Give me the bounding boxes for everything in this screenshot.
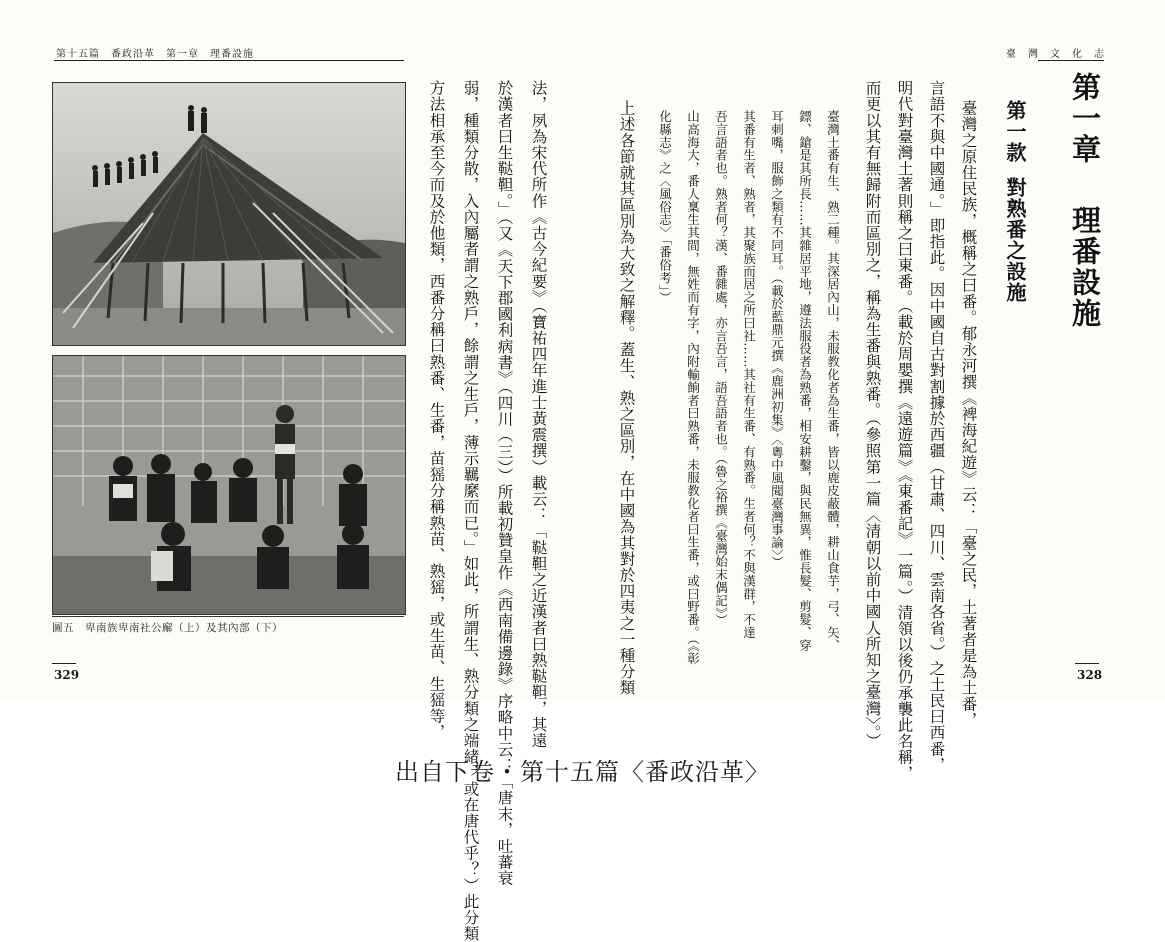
caption-rule (52, 616, 404, 617)
chapter-heading (1068, 72, 1102, 329)
left-page-number: 329 (54, 668, 80, 682)
right-page-number: 328 (1077, 668, 1103, 682)
right-quote-column-5: 吾言語者也。熟者何？漢、番雜處，亦言吾言，語吾語者也。（魯之裕撰《臺灣始末偶記》） (713, 110, 729, 627)
photo-meeting-house-exterior (52, 82, 406, 346)
section-title: 對熟番之設施 (1003, 177, 1027, 303)
left-header-rule (54, 60, 404, 61)
left-running-header: 第十五篇 番政沿革 第一章 理番設施 (56, 49, 254, 60)
right-quote-column-6: 山高海大，番人稟生其間，無姓而有字，內附輸餉者曰熟番，未服教化者曰生番，或曰野番。（《彰 (685, 110, 701, 666)
chapter-number: 第一章 (1068, 72, 1102, 165)
right-text-column-5: 上述各節就其區別為大致之解釋。蓋生、熟之區別，在中國為其對於四夷之一種分類 (617, 100, 636, 696)
figure-caption: 圖五 卑南族卑南社公廨（上）及其內部（下） (52, 622, 283, 634)
right-text-column-2: 言語不與中國通。」即指此。因中國自古對割據於西疆（甘肅、四川、雲南各省。）之土民曰西番， (927, 80, 946, 773)
right-quote-column-1: 臺灣土番有生、熟二種。其深居內山，未服教化者為生番，皆以鹿皮蔽體，耕山食芋，弓、矢、 (825, 110, 841, 652)
right-text-column-1: 臺灣之原住民族，概稱之曰番。郁永河撰《裨海紀遊》云：「臺之民，土著者是為土番， (959, 100, 978, 728)
left-text-column-4: 方法相承至今而及於他類，西番分稱曰熟番、生番，苗猺分稱熟苗、熟猺，或生苗、生猺等， (427, 80, 446, 741)
right-quote-column-7: 化縣志》之〈風俗志〉「番俗考」） (657, 110, 673, 304)
right-quote-column-4: 其番有生者、熟者，其聚族而居之所曰社……其社有生番、有熟番。生者何？不與漢群，不達 (741, 110, 757, 639)
right-page-number-rule (1075, 663, 1099, 664)
right-text-column-4: 而更以其有無歸附而區別之，稱為生番與熟番。（參照第一篇〈清朝以前中國人所知之臺灣〉。） (863, 80, 882, 750)
left-text-column-1: 法，夙為宋代所作《古今紀要》（寶祐四年進士黃震撰）載云：「鞑靼之近漢者曰熟鞑靼，其遠 (529, 80, 548, 749)
section-number: 第一款 (1003, 100, 1027, 163)
right-quote-column-3: 耳刺嘴，服飾之類有不同耳。（載於藍鼎元撰《鹿洲初集》〈粵中風聞臺灣事論〉） (769, 110, 785, 569)
left-text-column-2: 於漢者曰生鞑靼。」（又《天下郡國利病書》（四川（三））所載初贊皇作《西南備邊錄》序略中云：「唐末，吐蕃衰 (495, 80, 514, 887)
right-text-column-3: 明代對臺灣土著則稱之曰東番。（載於周嬰撰《遠遊篇》《東番記》一篇。）清領以後仍承襲此名稱， (895, 80, 914, 782)
photo-meeting-house-interior (52, 355, 406, 615)
source-caption: 出自下卷・第十五篇〈番政沿革〉 (395, 758, 770, 786)
left-text-column-3: 弱，種類分散，入內屬者謂之熟戶，餘謂之生戶，薄示羈縻而已。」如此，所謂生、熟分類之端緒，或在唐代乎？）此分類 (461, 80, 480, 942)
right-running-header: 臺 灣 文 化 志 (1006, 49, 1105, 60)
chapter-title: 理番設施 (1068, 205, 1102, 329)
section-heading (1005, 100, 1025, 303)
right-header-rule (1038, 60, 1104, 61)
left-page-number-rule (52, 663, 76, 664)
right-quote-column-2: 鏢、鎗是其所長……其雜居平地，遵法服役者為熟番，相安耕鑿，與民無異，惟長髮、剪髮、穿 (797, 110, 813, 652)
